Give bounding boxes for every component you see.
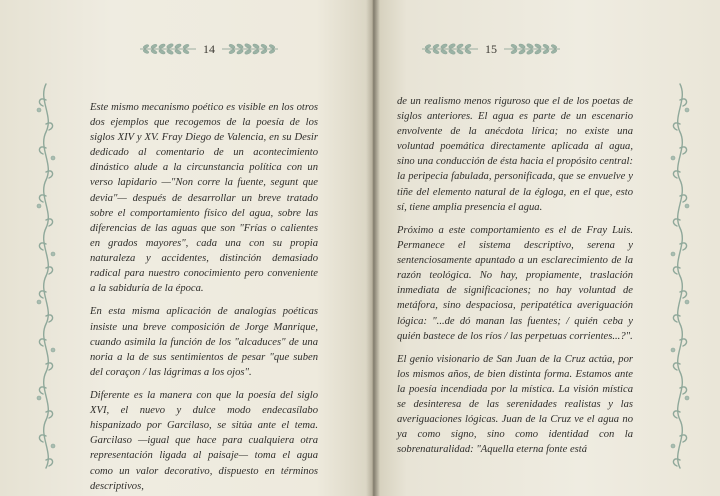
laurel-branch-ornament-icon: [504, 42, 560, 56]
paragraph: Próximo a este comportamiento es el de Fray Luis. Permanece el sistema descriptivo, serena y sentenciosamente apuntado a un esclarecimiento de la razón teológica. No hay, propiamente, traslación inmediata de significaciones; no hay voluntad de metáfora, sino despaciosa, peripatética averiguación lógica: "...de dó manan las fuentes; / quién ceba y quién bastece de los ríos / las perpetuas corrientes...?".: [397, 224, 633, 342]
paragraph: de un realismo menos riguroso que el de los poetas de siglos anteriores. El agua es parte de un escenario envolvente de la anécdota lírica; no existe una voluntad poemática directamente aplicada al agua, sino una conducción de ésta hacia el propósito central: la peripecia fabulada, personificada, que se envuelve y tiñe del elemento natural de la égloga, en el que, esto sí, tiene amplia presencia el agua.: [397, 96, 633, 213]
book-gutter: [366, 0, 380, 496]
laurel-branch-ornament-icon: [422, 42, 478, 56]
left-page-header: [140, 42, 278, 56]
paragraph: Diferente es la manera con que la poesía del siglo XVI, el nuevo y dulce modo endecasílabo hispanizado por Garcilaso, se sitúa ante el tema. Garcilaso —igual que hace para cualquiera otra representación ligada al paisaje— toma el agua como un valor decorativo, dispuesto en términos descriptivos,: [90, 390, 318, 492]
vine-border-ornament-icon: [668, 80, 692, 480]
right-page-header: [422, 42, 560, 56]
paragraph: El genio visionario de San Juan de la Cruz actúa, por los mismos años, de bien distinta forma. Estamos ante la poesía incendiada por la mística. La visión mística se desinteresa de las serenidades realistas y las averiguaciones lógicas. Juan de la Cruz ve el agua no ya como signo, sino como identidad con la sobrenaturalidad: "Aquella eterna fonte está: [397, 353, 633, 456]
laurel-branch-ornament-icon: [222, 42, 278, 56]
page-number: 14: [203, 42, 215, 56]
paragraph: En esta misma aplicación de analogías poéticas insiste una breve composición de Jorge Manrique, cuando asimila la función de los "alcaduces" de una noria a la de sus sentimientos de pesar "que suben del coraçon / las lágrimas a los ojos".: [90, 306, 318, 378]
vine-border-ornament-icon: [34, 80, 58, 480]
laurel-branch-ornament-icon: [140, 42, 196, 56]
paragraph: Este mismo mecanismo poético es visible en los otros dos ejemplos que recogemos de la poesía de los siglos XIV y XV. Fray Diego de Valencia, en su Desir dedicado al comentario de un acontecimiento dinástico alude a la circunstancia política con un verso lapidario —"Non corre la fuente, segunt que devia"— después de desarrollar un breve tratado sobre el comportamiento físico del agua, sobre las diferencias de las aguas que son "Frías o calientes en grados mayores", cada una con su propia naturaleza y accidentes, distinción demasiado radical para nuestro conocimiento pero conveniente a la sabiduría de la época.: [90, 102, 318, 295]
left-page-body: [90, 100, 318, 496]
page-number: 15: [485, 42, 497, 56]
right-page: [372, 0, 720, 496]
right-page-body: [397, 94, 633, 466]
